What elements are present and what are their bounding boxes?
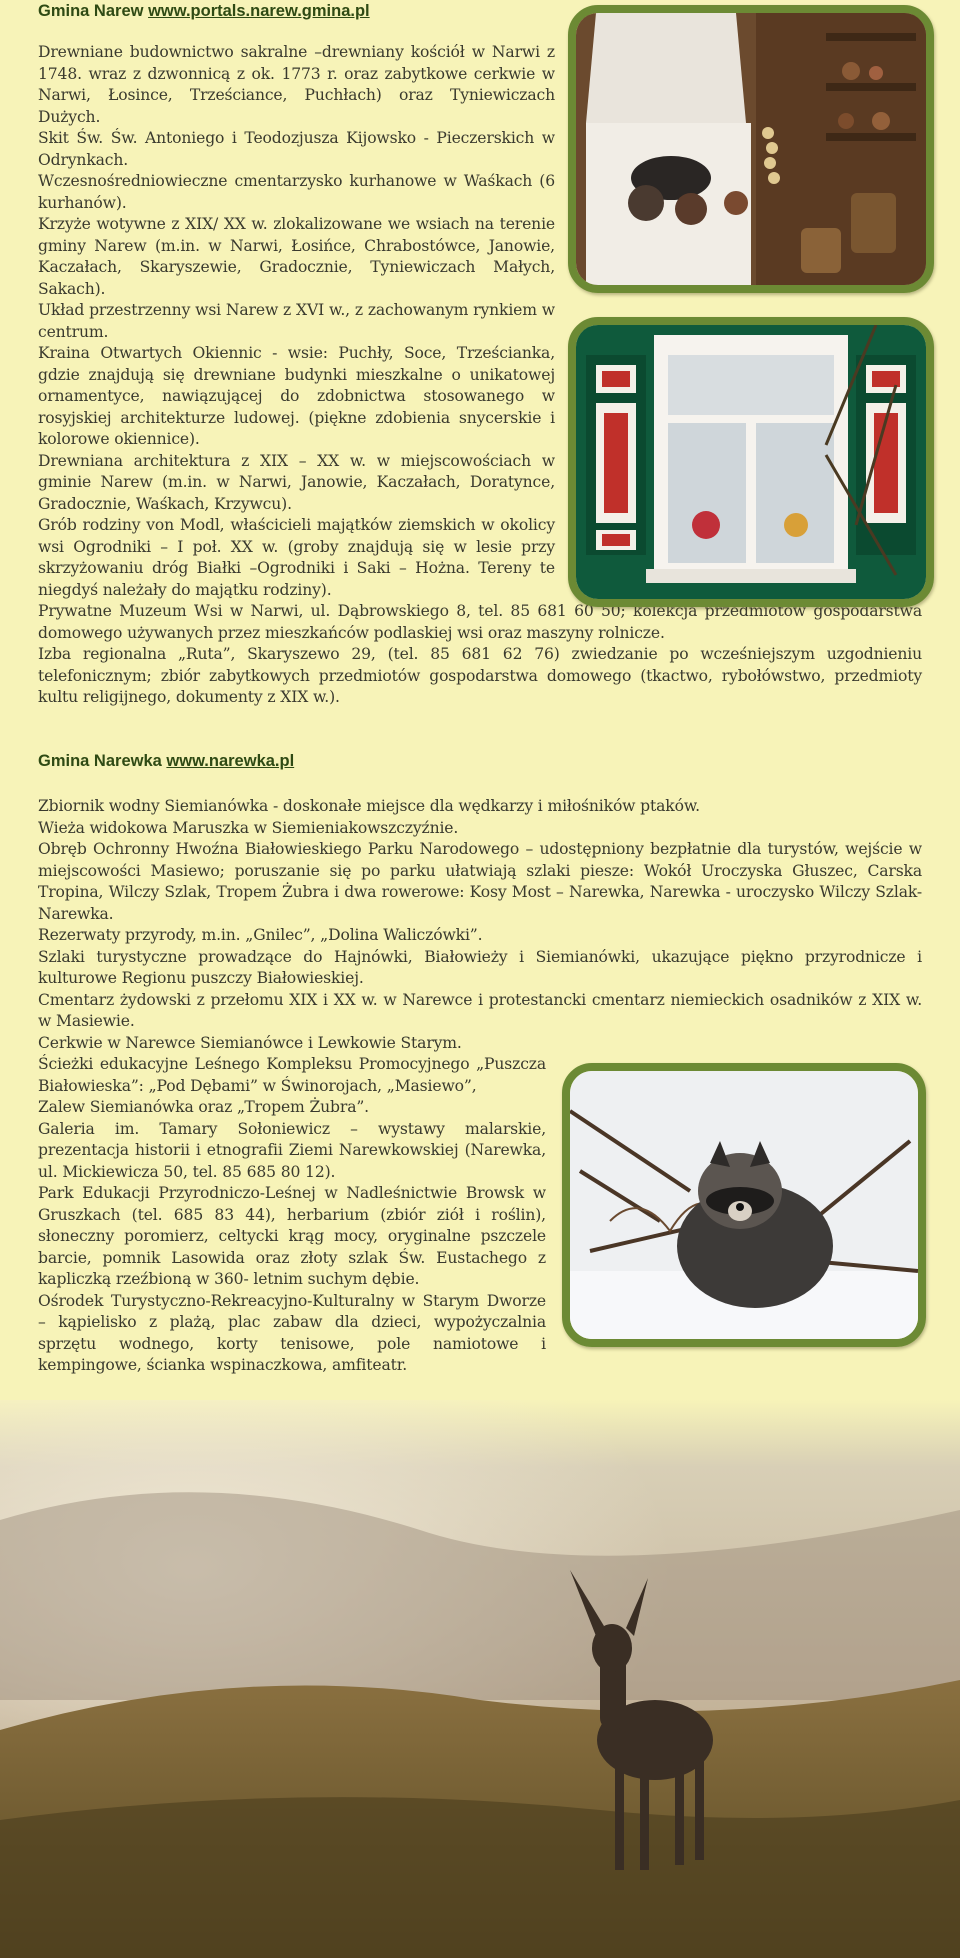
- narewka-url-link[interactable]: www.narewka.pl: [166, 752, 295, 770]
- house-shutters-photo: [568, 317, 934, 607]
- narewka-paragraph: Wieża widokowa Maruszka w Siemieniakowszczyźnie.: [38, 818, 459, 837]
- narewka-paragraph: Cerkwie w Narewce Siemianówce i Lewkowie Starym.: [38, 1033, 462, 1052]
- narew-heading: [38, 2, 370, 21]
- narew-paragraph: Grób rodziny von Modl, właścicieli majątków ziemskich w okolicy wsi Ogrodniki – I poł. XX w. (groby znajdują się w lesie przy skrzyżowaniu dróg Białki –Ogrodniki i Saki – Hożna. Tereny te niegdyś należały do majątku rodziny).: [38, 516, 555, 599]
- narew-url-link[interactable]: www.portals.narew.gmina.pl: [148, 2, 370, 20]
- narewka-paragraph: Zbiornik wodny Siemianówka - doskonałe miejsce dla wędkarzy i miłośników ptaków.: [38, 797, 700, 815]
- narew-title: Gmina Narew: [38, 2, 144, 20]
- narewka-paragraph: Zalew Siemianówka oraz „Tropem Żubra”.: [38, 1098, 369, 1116]
- narew-paragraph: Drewniana architektura z XIX – XX w. w miejscowościach w gminie Narew (m.in. w Narwi, Janowie, Kaczałach, Doratynce, Gradocznie, Waśkach, Krzywcu).: [38, 451, 555, 513]
- narew-paragraph: Układ przestrzenny wsi Narew z XVI w., z zachowanym rynkiem w centrum.: [38, 301, 555, 341]
- narewka-paragraph: Galeria im. Tamary Sołoniewicz – wystawy malarskie, prezentacja historii i etnografii Ziemi Narewkowskiej (Narewka, ul. Mickiewicza 50, tel. 85 685 80 12).: [38, 1119, 546, 1181]
- narewka-paragraph: Obręb Ochronny Hwoźna Białowieskiego Parku Narodowego – udostępniony bezpłatnie dla turystów, wejście w miejscowości Masiewo; poruszanie się po parku ułatwiają szlaki piesze: Wokół Uroczyska Głuszec, Carska Tropina, Wilczy Szlak, Tropem Żubra i dwa rowerowe: Kosy Most – Narewka, Narewka - uroczysko Wilczy Szlak- Narewka.: [38, 840, 922, 923]
- narewka-text-block-wide: [38, 796, 922, 1054]
- narew-paragraph: Wczesnośredniowieczne cmentarzysko kurhanowe w Waśkach (6 kurhanów).: [38, 172, 555, 212]
- narew-paragraph: Skit Św. Św. Antoniego i Teodozjusza Kijowsko - Pieczerskich w Odrynkach.: [38, 129, 555, 169]
- narewka-paragraph: Cmentarz żydowski z przełomu XIX i XX w. w Narewce i protestancki cmentarz niemieckich osadników z XIX w. w Masiewie.: [38, 990, 922, 1030]
- narewka-heading: [38, 752, 294, 771]
- narew-text-block: [38, 42, 555, 601]
- narew-paragraph: Kraina Otwartych Okiennic - wsie: Puchły, Soce, Trześcianka, gdzie znajdują się drewniane budynki mieszkalne o unikatowej ornamentyce, nawiązującej do zdobnictwa stosowanego w rosyjskiej architekturze ludowej. (piękne zdobienia snycerskie i kolorowe okiennice).: [38, 344, 555, 448]
- narew-paragraph: Izba regionalna „Ruta”, Skaryszewo 29, (tel. 85 681 62 76) zwiedzanie po wcześniejszym uzgodnieniu telefonicznym; zbiór zabytkowych przedmiotów gospodarstwa domowego (tkactwo, rybołówstwo, przedmioty kultu religijnego, dokumenty z XIX w.).: [38, 645, 922, 706]
- narewka-paragraph: Szlaki turystyczne prowadzące do Hajnówki, Białowieży i Siemianówki, ukazujące piękno przyrodnicze i kulturowe Regionu puszczy Białowieskiej.: [38, 947, 922, 987]
- narew-paragraph: Prywatne Muzeum Wsi w Narwi, ul. Dąbrowskiego 8, tel. 85 681 60 50; kolekcja przedmiotów gospodarstwa domowego używanych przez mieszkańców podlaskiej wsi oraz maszyny rolnicze.: [38, 602, 922, 642]
- kitchen-stove-photo: [568, 5, 934, 293]
- narewka-paragraph: Park Edukacji Przyrodniczo-Leśnej w Nadleśnictwie Browsk w Gruszkach (tel. 685 83 44), herbarium (zbiór ziół i roślin), słoneczny poromierz, celtycki krąg mocy, oryginalne pszczele barcie, pomnik Lasowida oraz złoty szlak Św. Eustachego z kapliczką rzeźbioną w 360- letnim suchym dębie.: [38, 1184, 546, 1288]
- narew-paragraph: Krzyże wotywne z XIX/ XX w. zlokalizowane we wsiach na terenie gminy Narew (m.in. w Narwi, Łosińce, Chrabostówce, Janowie, Kaczałach, Skaryszewie, Gradocznie, Tyniewiczach Małych, Sakach).: [38, 215, 555, 298]
- narewka-title: Gmina Narewka: [38, 752, 162, 770]
- raccoon-dog-photo: [562, 1063, 926, 1347]
- narewka-paragraph: Rezerwaty przyrody, m.in. „Gnilec”, „Dolina Waliczówki”.: [38, 926, 483, 944]
- narewka-paragraph: Ośrodek Turystyczno-Rekreacyjno-Kulturalny w Starym Dworze – kąpielisko z plażą, plac zabaw dla dzieci, wypożyczalnia sprzętu wodnego, korty tenisowe, pole namiotowe i kempingowe, ścianka wspinaczkowa, amfiteatr.: [38, 1291, 546, 1374]
- narewka-paragraph: Ścieżki edukacyjne Leśnego Kompleksu Promocyjnego „Puszcza Białowieska”: „Pod Dębami” w Świnorojach, „Masiewo”,: [38, 1055, 546, 1095]
- deer-meadow-photo: [0, 1400, 960, 1958]
- narew-paragraph: Drewniane budownictwo sakralne –drewniany kościół w Narwi z 1748. wraz z dzwonnicą z ok. 1773 r. oraz zabytkowe cerkwie w Narwi, Łosince, Trześciance, Puchłach) oraz Tyniewiczach Dużych.: [38, 43, 555, 126]
- narewka-text-block: [38, 1054, 546, 1377]
- narew-text-block-wide: [38, 601, 922, 709]
